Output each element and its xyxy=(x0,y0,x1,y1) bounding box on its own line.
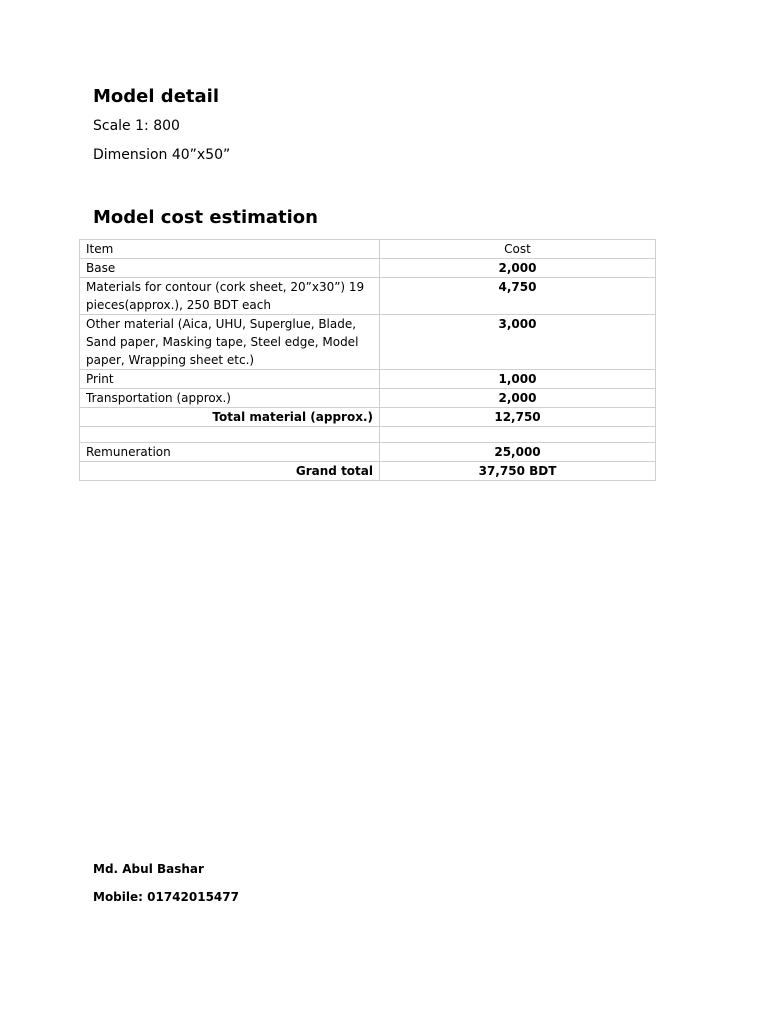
header-cost: Cost xyxy=(380,240,656,259)
cost-table xyxy=(79,239,656,481)
total-material-cost: 12,750 xyxy=(380,408,656,427)
row-cost: 2,000 xyxy=(380,259,656,278)
remuneration-row xyxy=(80,443,656,462)
blank-cell xyxy=(80,427,380,443)
row-item: Print xyxy=(80,370,380,389)
row-item: Transportation (approx.) xyxy=(80,389,380,408)
row-cost: 1,000 xyxy=(380,370,656,389)
model-detail-heading: Model detail xyxy=(93,86,219,107)
row-cost: 4,750 xyxy=(380,278,656,315)
blank-cell xyxy=(380,427,656,443)
row-item: Base xyxy=(80,259,380,278)
dimension-text: Dimension 40”x50” xyxy=(93,147,231,163)
grand-total-row xyxy=(80,462,656,481)
table-row xyxy=(80,259,656,278)
table-row xyxy=(80,315,656,370)
table-row xyxy=(80,389,656,408)
remuneration-label: Remuneration xyxy=(80,443,380,462)
blank-row xyxy=(80,427,656,443)
signature-mobile: Mobile: 01742015477 xyxy=(93,890,239,904)
row-item: Materials for contour (cork sheet, 20”x30”) 19 pieces(approx.), 250 BDT each xyxy=(80,278,380,315)
remuneration-cost: 25,000 xyxy=(380,443,656,462)
table-row xyxy=(80,278,656,315)
header-item: Item xyxy=(80,240,380,259)
row-cost: 3,000 xyxy=(380,315,656,370)
row-cost: 2,000 xyxy=(380,389,656,408)
total-material-label: Total material (approx.) xyxy=(80,408,380,427)
scale-text: Scale 1: 800 xyxy=(93,118,180,134)
table-header-row xyxy=(80,240,656,259)
table-row xyxy=(80,370,656,389)
row-item: Other material (Aica, UHU, Superglue, Blade, Sand paper, Masking tape, Steel edge, Model paper, Wrapping sheet etc.) xyxy=(80,315,380,370)
grand-total-cost: 37,750 BDT xyxy=(380,462,656,481)
grand-total-label: Grand total xyxy=(80,462,380,481)
signature-name: Md. Abul Bashar xyxy=(93,862,204,876)
cost-estimation-heading: Model cost estimation xyxy=(93,207,318,228)
total-material-row xyxy=(80,408,656,427)
